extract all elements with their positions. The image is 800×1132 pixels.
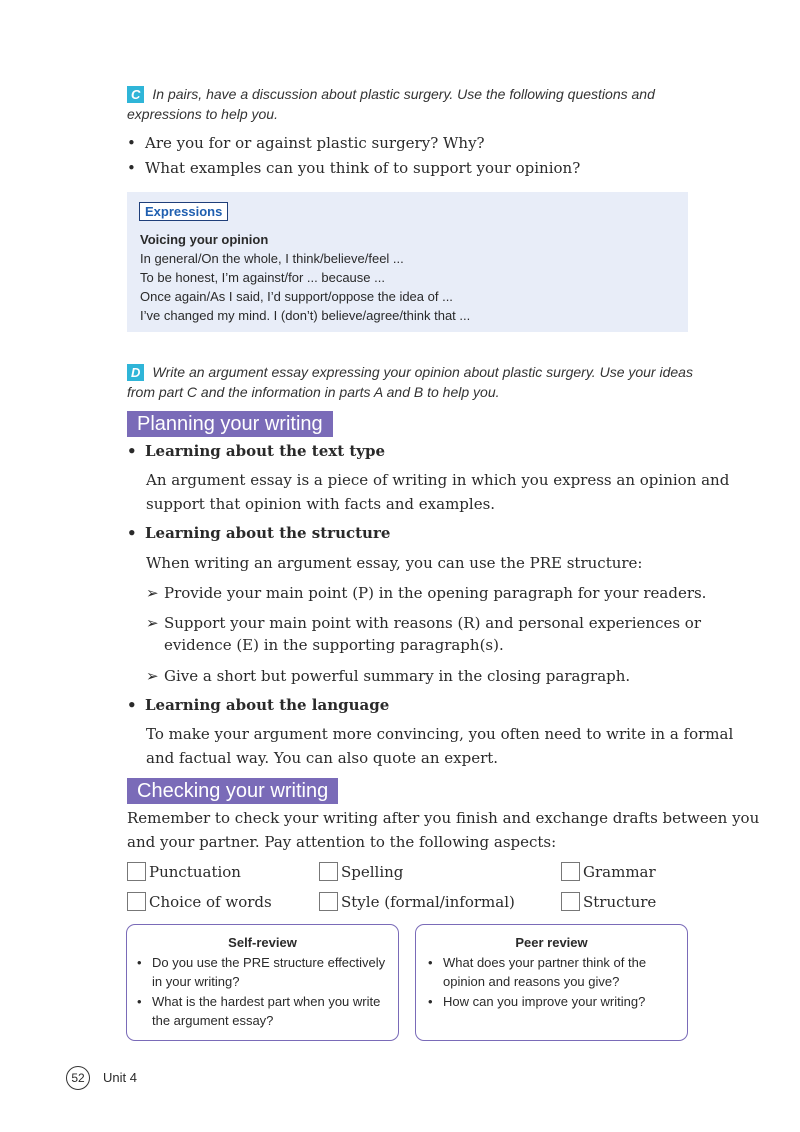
peer-review-line: What does your partner think of the xyxy=(443,955,647,970)
part-c-instruction-line1: In pairs, have a discussion about plastic surgery. Use the following questions and xyxy=(152,86,655,102)
bullet-icon: • xyxy=(127,134,136,152)
expression-line: I’ve changed my mind. I (don’t) believe/agree/think that ... xyxy=(140,308,471,323)
self-review-box xyxy=(126,924,399,1041)
language-heading: • Learning about the language xyxy=(127,696,390,714)
bullet-icon: • xyxy=(137,994,142,1009)
checklist-item-style[interactable]: Style (formal/informal) xyxy=(319,892,539,912)
checkbox[interactable] xyxy=(319,862,338,881)
part-c-letter: C xyxy=(127,86,144,103)
bullet-icon: • xyxy=(137,955,142,970)
part-d-instruction-line1: Write an argument essay expressing your opinion about plastic surgery. Use your ideas xyxy=(152,364,693,380)
peer-review-title: Peer review xyxy=(515,935,588,950)
checking-banner: Checking your writing xyxy=(127,778,338,804)
expression-line: Once again/As I said, I’d support/oppose the idea of ... xyxy=(140,289,453,304)
expressions-box xyxy=(127,192,688,332)
bullet-icon: • xyxy=(127,159,136,177)
arrow-bullet-icon: ➢ xyxy=(146,614,159,632)
self-review-line: the argument essay? xyxy=(152,1013,274,1028)
bullet-icon: • xyxy=(127,524,137,542)
expressions-tag: Expressions xyxy=(139,202,228,221)
planning-banner: Planning your writing xyxy=(127,411,333,437)
self-review-title: Self-review xyxy=(228,935,297,950)
bullet-icon: • xyxy=(127,442,137,460)
arrow-bullet-icon: ➢ xyxy=(146,667,159,685)
part-d-instruction-line2: from part C and the information in parts A and B to help you. xyxy=(127,384,500,400)
structure-heading: • Learning about the structure xyxy=(127,524,391,542)
checkbox[interactable] xyxy=(127,892,146,911)
checking-line2: and your partner. Pay attention to the following aspects: xyxy=(127,833,557,851)
structure-point: ➢ Provide your main point (P) in the opening paragraph for your readers. xyxy=(146,584,707,602)
checklist-item-grammar[interactable]: Grammar xyxy=(561,862,681,882)
text-type-heading: • Learning about the text type xyxy=(127,442,386,460)
arrow-bullet-icon: ➢ xyxy=(146,584,159,602)
part-d-instruction xyxy=(127,362,707,402)
self-review-line: in your writing? xyxy=(152,974,240,989)
language-line1: To make your argument more convincing, you often need to write in a formal xyxy=(146,725,734,743)
peer-review-line: How can you improve your writing? xyxy=(443,994,646,1009)
page-number: 52 xyxy=(66,1066,90,1090)
checkbox[interactable] xyxy=(561,862,580,881)
unit-label: Unit 4 xyxy=(103,1070,137,1085)
part-d-letter: D xyxy=(127,364,144,381)
checkbox[interactable] xyxy=(319,892,338,911)
checking-line1: Remember to check your writing after you finish and exchange drafts between you xyxy=(127,809,760,827)
peer-review-box xyxy=(415,924,688,1041)
part-c-instruction xyxy=(127,84,707,124)
text-type-line1: An argument essay is a piece of writing in which you express an opinion and xyxy=(146,471,730,489)
checklist-item-punctuation[interactable]: Punctuation xyxy=(127,862,307,882)
checklist-item-choice-of-words[interactable]: Choice of words xyxy=(127,892,307,912)
part-c-bullet: • What examples can you think of to support your opinion? xyxy=(127,159,581,177)
checklist-item-spelling[interactable]: Spelling xyxy=(319,862,519,882)
checkbox[interactable] xyxy=(127,862,146,881)
bullet-icon: • xyxy=(428,955,433,970)
self-review-line: Do you use the PRE structure effectively xyxy=(152,955,386,970)
language-line2: and factual way. You can also quote an expert. xyxy=(146,749,499,767)
expression-line: To be honest, I’m against/for ... because ... xyxy=(140,270,385,285)
structure-point: ➢ Support your main point with reasons (R) and personal experiences or evidence (E) in the supporting paragraph(s). xyxy=(146,614,702,654)
checkbox[interactable] xyxy=(561,892,580,911)
structure-intro: When writing an argument essay, you can use the PRE structure: xyxy=(146,554,643,572)
text-type-line2: support that opinion with facts and examples. xyxy=(146,495,496,513)
expression-line: In general/On the whole, I think/believe/feel ... xyxy=(140,251,404,266)
expressions-heading: Voicing your opinion xyxy=(140,232,269,247)
peer-review-line: opinion and reasons you give? xyxy=(443,974,620,989)
self-review-line: What is the hardest part when you write xyxy=(152,994,381,1009)
checklist-item-structure[interactable]: Structure xyxy=(561,892,681,912)
bullet-icon: • xyxy=(428,994,433,1009)
part-c-bullet: • Are you for or against plastic surgery? Why? xyxy=(127,134,485,152)
bullet-icon: • xyxy=(127,696,137,714)
structure-point: ➢ Give a short but powerful summary in the closing paragraph. xyxy=(146,667,631,685)
part-c-instruction-line2: expressions to help you. xyxy=(127,106,278,122)
